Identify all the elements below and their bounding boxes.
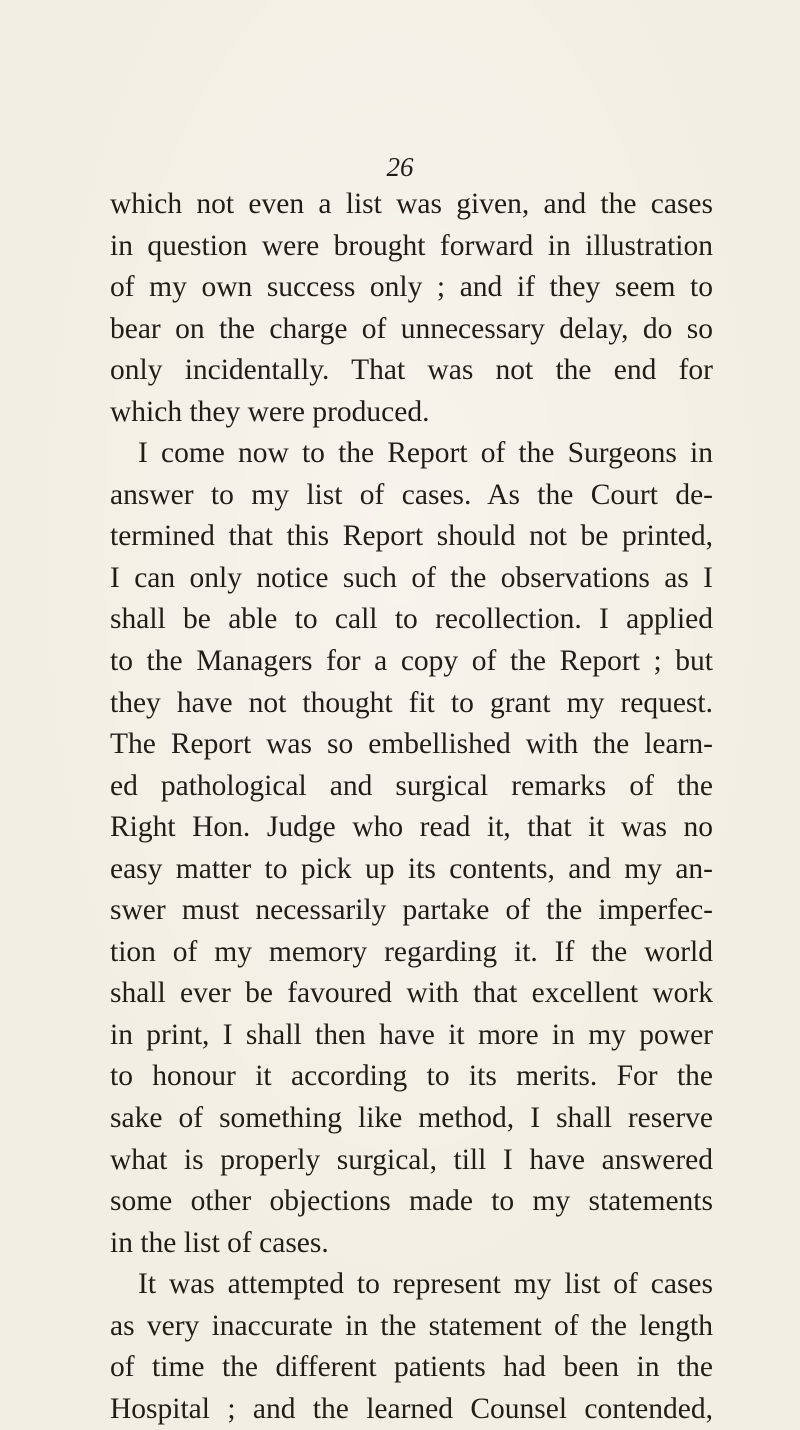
text-line: I can only notice such of the observations as I [110,561,713,594]
text-line: tion of my memory regarding it. If the world [110,935,713,968]
text-line: sake of something like method, I shall reserve [110,1102,713,1135]
text-line: only incidentally. That was not the end for [110,354,713,387]
text-line: easy matter to pick up its contents, and my an- [110,852,713,885]
text-line: of time the different patients had been in the [110,1351,713,1384]
text-line: of my own success only ; and if they seem to [110,271,713,304]
text-line: some other objections made to my statements [110,1185,713,1218]
text-line: ed pathological and surgical remarks of the [110,769,713,802]
text-line: to honour it according to its merits. For the [110,1060,713,1093]
text-line: in the list of cases. [110,1226,329,1259]
text-line: The Report was so embellished with the learn- [110,728,713,761]
text-line: answer to my list of cases. As the Court de- [110,478,713,511]
text-line: I come now to the Report of the Surgeons in [138,437,713,470]
text-line: bear on the charge of unnecessary delay, do so [110,312,713,345]
text-line: It was attempted to represent my list of cases [138,1268,713,1301]
text-line: shall be able to call to recollection. I applied [110,603,713,636]
text-line: which they were produced. [110,395,430,428]
text-line: swer must necessarily partake of the imperfec- [110,894,713,927]
text-line: termined that this Report should not be printed, [110,520,713,553]
page-number: 26 [386,152,414,182]
text-line: as very inaccurate in the statement of the length [110,1309,713,1342]
text-line: to the Managers for a copy of the Report ; but [110,645,713,678]
text-line: Right Hon. Judge who read it, that it was no [110,811,713,844]
text-line: which not even a list was given, and the cases [110,188,713,220]
text-line: in question were brought forward in illustration [110,229,713,262]
body-text [110,184,713,1430]
text-line: shall ever be favoured with that excellent work [110,977,713,1010]
text-line: in print, I shall then have it more in my power [110,1018,713,1051]
text-line: they have not thought fit to grant my request. [110,686,713,719]
text-line: what is properly surgical, till I have answered [110,1143,713,1176]
text-line: Hospital ; and the learned Counsel contended, [110,1392,713,1425]
